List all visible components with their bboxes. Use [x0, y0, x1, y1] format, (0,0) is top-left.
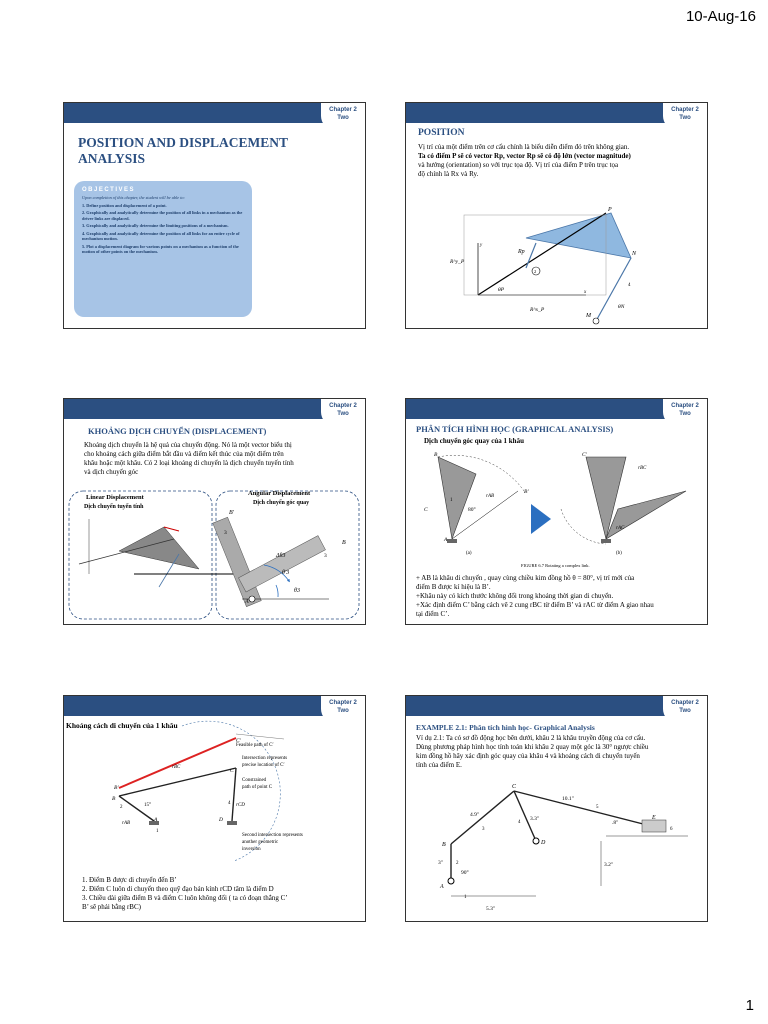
link-2 — [526, 243, 536, 268]
svg-text:path of point C: path of point C — [242, 785, 273, 790]
link-b-rotated — [606, 491, 686, 539]
svg-text:B′: B′ — [524, 489, 529, 495]
slide-6 — [405, 695, 708, 922]
objectives-box — [74, 181, 252, 317]
svg-text:(a): (a) — [466, 551, 472, 556]
slide-title: PHÂN TÍCH HÌNH HỌC (GRAPHICAL ANALYSIS) — [416, 424, 614, 434]
svg-text:(b): (b) — [616, 551, 622, 556]
svg-text:Dịch chuyển góc quay: Dịch chuyển góc quay — [253, 500, 310, 506]
position-figure — [406, 103, 707, 328]
link-position-1 — [213, 517, 262, 606]
svg-text:θN: θN — [618, 304, 625, 310]
svg-text:1: 1 — [156, 829, 159, 834]
svg-text:2: 2 — [120, 805, 123, 810]
slide-title: POSITION AND DISPLACEMENT ANALYSIS — [78, 135, 289, 166]
slide-4 — [405, 398, 708, 625]
svg-text:80°: 80° — [468, 507, 476, 513]
link-position-2 — [238, 536, 325, 592]
svg-text:3": 3" — [438, 860, 443, 866]
chapter-tab: Chapter 2 Two — [663, 696, 707, 723]
slide-text: Khoảng dịch chuyển là hệ quả của chuyển động. Nó là một vector biểu thị cho khoảng cách giữa điểm bắt đầu và điểm kết thúc của một điểm trên khâu hoặc một khâu. Có 2 loại khoảng di chuyển là dịch chuyển tuyến tính và dịch chuyển góc — [84, 441, 294, 476]
svg-text:3: 3 — [324, 553, 327, 559]
svg-text:A: A — [440, 884, 444, 890]
svg-text:B: B — [442, 842, 446, 848]
svg-text:4: 4 — [228, 801, 231, 806]
svg-text:θ3: θ3 — [294, 588, 300, 594]
slide-header-band — [64, 103, 365, 123]
svg-text:C′: C′ — [582, 452, 587, 458]
svg-text:Second intersection represents: Second intersection represents — [242, 833, 303, 838]
svg-text:C: C — [230, 768, 234, 774]
svg-text:1: 1 — [450, 498, 453, 503]
slide-subtitle: Dịch chuyển góc quay của 1 khâu — [424, 437, 524, 445]
svg-text:D: D — [219, 817, 223, 823]
svg-text:θP: θP — [498, 287, 505, 293]
svg-text:10.1": 10.1" — [562, 796, 574, 802]
objective-item: 4. Graphically and analytically determine the position of all links for an entire cycle of mechanism motion. — [82, 230, 240, 241]
svg-text:rAB: rAB — [122, 821, 131, 826]
objective-item: 2. Graphically and analytically determine the position of all links in a mechanism as the driver links are displaced. — [82, 210, 243, 221]
svg-text:3.2": 3.2" — [604, 862, 614, 868]
svg-text:Constrained: Constrained — [242, 778, 267, 783]
example-figure — [406, 696, 707, 921]
svg-text:D: D — [541, 840, 546, 846]
slide-title: POSITION — [418, 128, 465, 138]
svg-text:4: 4 — [518, 820, 521, 825]
svg-text:C: C — [512, 784, 517, 790]
svg-text:E: E — [652, 815, 656, 821]
svg-text:another geometric: another geometric — [242, 840, 279, 845]
svg-text:B′: B′ — [114, 785, 119, 791]
page-number: 1 — [745, 997, 754, 1014]
svg-text:3: 3 — [482, 827, 485, 832]
svg-text:θ′3: θ′3 — [282, 570, 290, 576]
svg-text:rBC: rBC — [638, 466, 647, 471]
arrow — [531, 504, 551, 534]
svg-text:precise location of C′: precise location of C′ — [242, 763, 285, 768]
slide-5 — [63, 695, 366, 922]
slide-title: Khoảng cách di chuyển của 1 khâu — [66, 721, 178, 730]
svg-text:Intersection represents: Intersection represents — [242, 756, 288, 761]
link-4 — [596, 258, 631, 321]
slide-text: Vị trí của một điểm trên cơ cấu chính là biểu diễn điểm đó trên không gian. Ta có điểm P sẽ có vector Rp, vector Rp sẽ có độ lớn (vector magnitude) và hướng (orientation) so với trục tọa độ. Vị trí của điểm P trên trục tọa độ chính là Rx và Ry. — [418, 143, 631, 178]
svg-text:inversion: inversion — [242, 847, 261, 852]
slider-e — [642, 820, 666, 832]
slide-text: 1. Điểm B được di chuyển đến B’ 2. Điểm C luôn di chuyển theo quỹ đạo bán kính rCD tâm là điểm D 3. Chiều dài giữa điểm B và điểm C luôn không đổi ( ta có đoạn thẳng C’ B’ sẽ phải bằng rBC) — [82, 876, 288, 911]
svg-text:C′: C′ — [236, 738, 241, 744]
svg-text:P: P — [608, 207, 612, 213]
chapter-tab: Chapter 2 Two — [321, 696, 365, 723]
svg-text:x: x — [584, 290, 587, 295]
feasible-path-line — [119, 738, 236, 788]
svg-text:A: A — [444, 537, 448, 543]
svg-text:Δθ3: Δθ3 — [276, 553, 286, 559]
svg-text:6: 6 — [670, 827, 673, 832]
svg-text:15°: 15° — [144, 803, 151, 808]
svg-text:y: y — [480, 243, 483, 248]
svg-text:N: N — [632, 251, 637, 257]
slide-text: Ví dụ 2.1: Ta có sơ đồ động học bên dưới, khâu 2 là khâu truyền động của cơ cấu. Dùng phương pháp hình học tính toán khi khâu 2 quay một góc là 30° ngược chiều kim đồng hồ hãy xác định góc quay của khâu 4 và khoảng cách di chuyển tuyến tính của điểm E. — [416, 734, 649, 769]
svg-text:4.9": 4.9" — [470, 812, 480, 818]
slide-2 — [405, 102, 708, 329]
objective-item: 1. Define position and displacement of a point. — [82, 202, 167, 208]
svg-text:5: 5 — [596, 805, 599, 810]
svg-text:rBC: rBC — [172, 765, 181, 770]
svg-text:A: A — [154, 817, 158, 823]
chapter-tab: Chapter 2 Two — [663, 103, 707, 130]
svg-text:2: 2 — [534, 269, 537, 274]
svg-text:4: 4 — [628, 283, 631, 288]
svg-text:FIGURE 6.7 Rotating a complex: FIGURE 6.7 Rotating a complex link. — [521, 563, 590, 568]
svg-text:Angular Displacement: Angular Displacement — [248, 490, 311, 497]
svg-text:rAB: rAB — [486, 494, 495, 499]
objectives-intro: Upon completion of this chapter, the student will be able to: — [82, 195, 185, 200]
svg-text:R^y_P: R^y_P — [450, 259, 465, 265]
displacement-figure — [64, 399, 365, 624]
svg-text:B: B — [112, 796, 116, 802]
chapter-tab: Chapter 2 Two — [663, 399, 707, 426]
objective-item: 5. Plot a displacement diagram for various points on a mechanism as a function of the motion of other points on the mechanism. — [82, 243, 239, 254]
svg-text:B′: B′ — [229, 510, 234, 516]
coupler-triangle — [526, 213, 631, 258]
chapter-tab: Chapter 2 Two — [321, 103, 365, 130]
svg-text:1: 1 — [464, 895, 467, 900]
svg-text:rCD: rCD — [236, 803, 245, 808]
vector-rp — [478, 213, 606, 295]
svg-text:A: A — [245, 599, 249, 605]
svg-text:Linear Displacement: Linear Displacement — [86, 494, 144, 501]
objective-item: 3. Graphically and analytically determine the limiting positions of a mechanism. — [82, 223, 229, 228]
svg-text:5.3": 5.3" — [486, 906, 496, 912]
svg-text:M: M — [586, 313, 591, 319]
svg-text:3: 3 — [224, 530, 227, 536]
svg-text:90°: 90° — [461, 870, 469, 876]
svg-text:C: C — [424, 507, 428, 513]
svg-text:Rp: Rp — [518, 249, 525, 255]
svg-text:rAC: rAC — [616, 526, 625, 531]
linear-link — [119, 527, 199, 569]
objectives-heading: OBJECTIVES — [82, 187, 136, 193]
link-a — [438, 457, 476, 539]
ground-a — [447, 539, 457, 543]
slide-title: EXAMPLE 2.1: Phân tích hình học- Graphical Analysis — [416, 723, 595, 732]
svg-text:3.3": 3.3" — [530, 816, 540, 822]
svg-text:2: 2 — [456, 861, 459, 866]
svg-text:Feasible path of C′: Feasible path of C′ — [236, 743, 274, 748]
slide-title: KHOẢNG DỊCH CHUYỂN (DISPLACEMENT) — [88, 426, 267, 436]
header-date: 10-Aug-16 — [685, 8, 756, 25]
svg-text:B: B — [342, 540, 346, 546]
slide-text: + AB là khâu di chuyển , quay cùng chiều kim đồng hồ θ = 80°, vị trí mới của điểm B được kí hiệu là B’. +Khâu này có kích thước không đổi trong khoảng thời gian di chuyển. +Xác định điểm C’ bằng cách vẽ 2 cung rBC từ điểm B’ và rAC từ điểm A giao nhau tại điểm C’. — [416, 574, 654, 618]
svg-text:.8": .8" — [612, 820, 619, 826]
slide-3 — [63, 398, 366, 625]
svg-text:R^x_P: R^x_P — [530, 307, 545, 313]
slide-1 — [63, 102, 366, 329]
svg-text:Dịch chuyển tuyến tính: Dịch chuyển tuyến tính — [84, 504, 144, 510]
chapter-tab: Chapter 2 Two — [321, 399, 365, 426]
svg-text:B: B — [434, 452, 438, 458]
